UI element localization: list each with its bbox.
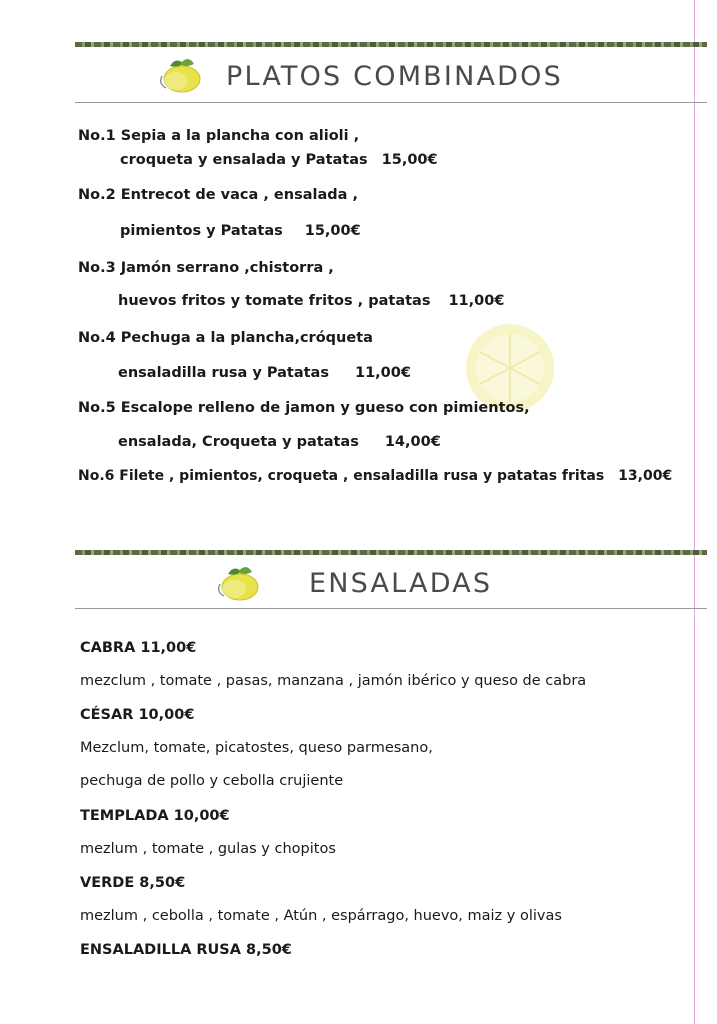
salad-desc: mezlum , cebolla , tomate , Atún , espárrago, huevo, maiz y olivas <box>80 908 562 924</box>
dish-price: 14,00€ <box>384 434 441 450</box>
salad-name-text: CABRA <box>80 640 136 656</box>
dish-line: No.4 Pechuga a la plancha,cróqueta <box>78 330 373 346</box>
dish-price: 11,00€ <box>448 293 505 309</box>
dish-line: No.2 Entrecot de vaca , ensalada , <box>78 187 358 203</box>
salad-desc: mezclum , tomate , pasas, manzana , jamón ibérico y queso de cabra <box>80 673 587 689</box>
dish-line: No.1 Sepia a la plancha con alioli , <box>78 128 360 144</box>
salad-desc: mezlum , tomate , gulas y chopitos <box>80 841 336 857</box>
salad-name-text: ENSALADILLA RUSA <box>80 942 241 958</box>
section-rule <box>75 102 707 103</box>
dish-line-text: No.6 Filete , pimientos, croqueta , ensaladilla rusa y patatas fritas <box>78 468 605 484</box>
dish-price: 15,00€ <box>381 152 438 168</box>
dish-line: No.3 Jamón serrano ,chistorra , <box>78 260 334 276</box>
dish-line <box>118 293 504 309</box>
dish-line-text: ensalada, Croqueta y patatas <box>118 434 359 450</box>
header-band <box>75 42 707 47</box>
salad-name-text: VERDE <box>80 875 135 891</box>
dish-line: No.5 Escalope relleno de jamon y gueso con pimientos, <box>78 400 530 416</box>
header-band <box>75 550 707 555</box>
salad-name <box>80 808 230 824</box>
salad-price: 11,00€ <box>140 640 197 656</box>
lemon-icon <box>156 54 204 94</box>
salad-price: 10,00€ <box>138 707 195 723</box>
section-title-platos: PLATOS COMBINADOS <box>226 61 563 92</box>
lemon-icon <box>214 562 262 602</box>
salad-name <box>80 707 194 723</box>
salad-name-text: TEMPLADA <box>80 808 169 824</box>
margin-line <box>694 0 695 1024</box>
salad-price: 8,50€ <box>139 875 186 891</box>
salad-name <box>80 942 292 958</box>
salad-desc: Mezclum, tomate, picatostes, queso parmesano, <box>80 740 433 756</box>
dish-price: 11,00€ <box>354 365 411 381</box>
dish-line-text: croqueta y ensalada y Patatas <box>120 152 368 168</box>
section-title-ensaladas: ENSALADAS <box>309 568 493 599</box>
salad-name-text: CÉSAR <box>80 707 134 723</box>
dish-line <box>78 468 672 484</box>
dish-line-text: ensaladilla rusa y Patatas <box>118 365 329 381</box>
salad-price: 8,50€ <box>246 942 292 958</box>
salad-name <box>80 640 196 656</box>
dish-line-text: pimientos y Patatas <box>120 223 283 239</box>
salad-price: 10,00€ <box>173 808 230 824</box>
salad-name <box>80 875 185 891</box>
dish-line <box>120 223 361 239</box>
section-rule <box>75 608 707 609</box>
dish-line <box>118 434 441 450</box>
dish-line <box>118 365 411 381</box>
dish-price: 15,00€ <box>304 223 361 239</box>
dish-line <box>120 152 438 168</box>
dish-line-text: huevos fritos y tomate fritos , patatas <box>118 293 431 309</box>
salad-desc: pechuga de pollo y cebolla crujiente <box>80 773 344 789</box>
dish-price: 13,00€ <box>618 468 673 484</box>
